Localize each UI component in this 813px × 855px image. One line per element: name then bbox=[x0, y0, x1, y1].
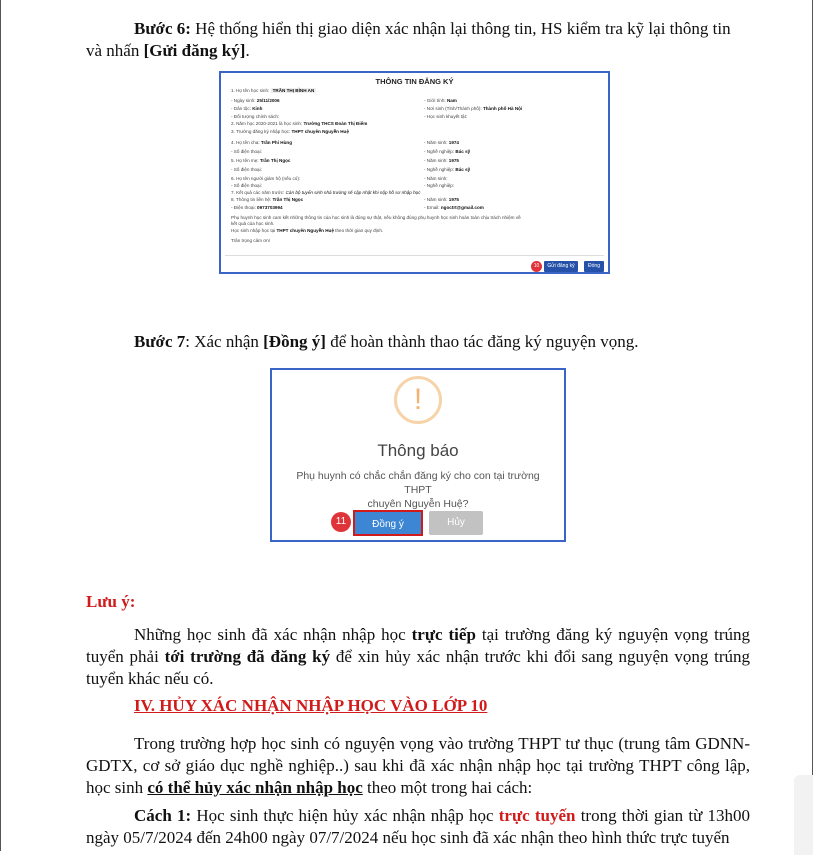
commitment-line-2: kết quả của học sinh. bbox=[231, 221, 275, 226]
row-father: 4. Họ tên cha: Trần Phi Hùng bbox=[231, 140, 293, 145]
row-guardian: 6. Họ tên người giám hộ (nếu có): bbox=[231, 176, 301, 181]
note-paragraph bbox=[86, 624, 750, 690]
step-badge-11: 11 bbox=[331, 512, 351, 532]
row-father-birthyear: - Năm sinh: 1974 bbox=[424, 140, 459, 145]
row-email: - Email: ngoctrt@gmail.com bbox=[424, 205, 484, 210]
step6-label: Bước 6: bbox=[134, 19, 191, 38]
row-results: 7. Kết quả các năm trước: Cán bộ tuyển sinh nhà trường sẽ cập nhật khi nộp hồ sơ nhập học bbox=[231, 190, 421, 195]
row-guardian-birthyear: - Năm sinh: bbox=[424, 176, 448, 181]
row-gender: - Giới tính: Nam bbox=[424, 98, 457, 103]
cancel-button[interactable]: Hủy bbox=[429, 511, 483, 535]
submit-registration-button[interactable]: Gửi đăng ký bbox=[544, 261, 578, 272]
row-student-name: 1. Họ tên học sinh: TRẦN THỊ BÌNH AN bbox=[231, 88, 315, 93]
row-guardian-phone: - Số điện thoại: bbox=[231, 183, 262, 188]
row-guardian-job: - Nghề nghiệp: bbox=[424, 183, 455, 188]
section-iv-bold: có thể hủy xác nhận nhập học bbox=[147, 778, 363, 797]
note-text-3: để xin hủy xác nhận trước khi đổi sang nguyện vọng trúng tuyển khác nếu có. bbox=[86, 647, 750, 688]
step7-paragraph bbox=[86, 331, 750, 353]
row-birthplace: - Nơi sinh (Tỉnh/Thành phố): Thành phố Hà Nội bbox=[424, 106, 523, 111]
section-iv-paragraph bbox=[86, 733, 750, 799]
floating-panel-edge[interactable] bbox=[794, 775, 813, 855]
row-contact-birthyear: - Năm sinh: 1975 bbox=[424, 197, 459, 202]
method1-text-2: trong thời gian từ 13h00 ngày 05/7/2024 đến 24h00 ngày 07/7/2024 nếu học sinh đã xác nhận theo hình thức trực tuyến bbox=[86, 806, 750, 847]
step7-rest: để hoàn thành thao tác đăng ký nguyện vọng. bbox=[325, 332, 639, 351]
note-heading: Lưu ý: bbox=[86, 592, 136, 611]
step6-end: . bbox=[245, 41, 250, 60]
method1-label: Cách 1: bbox=[134, 806, 192, 825]
dialog-message-line-2: chuyên Nguyễn Huệ? bbox=[367, 498, 469, 510]
note-text-2: tại trường đăng ký nguyện vọng trúng tuyển phải bbox=[86, 625, 750, 666]
form-divider bbox=[225, 255, 604, 256]
dialog-message bbox=[282, 469, 554, 511]
thanks-line: Trân trọng cảm ơn! bbox=[231, 238, 271, 243]
commitment-line-3: Học sinh nhập học tại THPT chuyên Nguyễn Huệ theo thời gian quy định. bbox=[231, 228, 384, 233]
row-school: 2. Năm học 2020-2021 là học sinh: Trường THCS Đoàn Thị Điểm bbox=[231, 121, 368, 126]
note-bold-2: tới trường đã đăng ký bbox=[164, 647, 331, 666]
form-title: THÔNG TIN ĐĂNG KÝ bbox=[375, 77, 454, 86]
step7-label: Bước 7 bbox=[134, 332, 186, 351]
step7-text: : Xác nhận bbox=[185, 332, 264, 351]
note-bold-1: trực tiếp bbox=[411, 625, 476, 644]
dialog-message-line-1: Phụ huynh có chắc chắn đăng ký cho con tại trường THPT bbox=[296, 470, 540, 496]
section-iv-text-2: theo một trong hai cách: bbox=[362, 778, 533, 797]
row-contact: 8. Thông tin liên hệ: Trần Thị Ngọc bbox=[231, 197, 304, 202]
row-disability: - Học sinh khuyết tật: bbox=[424, 114, 468, 119]
agree-button[interactable]: Đồng ý bbox=[353, 510, 423, 536]
row-mother: 5. Họ tên mẹ: Trần Thị Ngọc bbox=[231, 158, 291, 163]
step6-text: Hệ thống hiển thị giao diện xác nhận lại thông tin, HS kiểm tra kỹ lại thông tin và nhấn bbox=[86, 19, 731, 60]
step6-button-ref: [Gửi đăng ký] bbox=[143, 41, 246, 60]
row-registered-school: 3. Trường đăng ký nhập học: THPT chuyên Nguyễn Huệ bbox=[231, 129, 349, 134]
warning-icon: ! bbox=[394, 376, 442, 424]
step-badge-10: 10 bbox=[531, 261, 542, 272]
step6-paragraph bbox=[86, 18, 750, 62]
commitment-line-1: Phụ huynh học sinh cam kết những thông tin của học sinh là đúng sự thật, nếu không đúng phụ huynh học sinh hoàn toàn chịu trách nhiệm về bbox=[231, 215, 521, 220]
section-iv-heading: IV. HỦY XÁC NHẬN NHẬP HỌC VÀO LỚP 10 bbox=[134, 696, 488, 715]
row-policy: - Đối tượng chính sách: bbox=[231, 114, 280, 119]
row-mother-phone: - Số điện thoại: bbox=[231, 167, 262, 172]
close-button[interactable]: Đóng bbox=[584, 261, 604, 272]
step7-button-ref: [Đồng ý] bbox=[263, 332, 326, 351]
confirm-dialog-screenshot bbox=[270, 368, 566, 542]
page-left-border bbox=[0, 0, 1, 851]
row-dob: - Ngày sinh: 25/11/2006 bbox=[231, 98, 280, 103]
method1-paragraph bbox=[86, 805, 750, 849]
method1-text-1: Học sinh thực hiện hủy xác nhận nhập học bbox=[191, 806, 499, 825]
method1-red: trực tuyến bbox=[498, 806, 576, 825]
registration-info-screenshot bbox=[219, 71, 610, 274]
note-text-1: Những học sinh đã xác nhận nhập học bbox=[134, 625, 412, 644]
row-father-job: - Nghề nghiệp: Bác sỹ bbox=[424, 149, 471, 154]
row-contact-phone: - Điện thoại: 0973703994 bbox=[231, 205, 283, 210]
row-mother-birthyear: - Năm sinh: 1975 bbox=[424, 158, 459, 163]
row-father-phone: - Số điện thoại: bbox=[231, 149, 262, 154]
section-iv-text-1: Trong trường hợp học sinh có nguyện vọng vào trường THPT tư thục (trung tâm GDNN-GDTX, cơ sở giáo dục nghề nghiệp..) sau khi đã xác nhận nhập học tại trường THPT công lập, học sinh bbox=[86, 734, 750, 797]
row-mother-job: - Nghề nghiệp: Bác sỹ bbox=[424, 167, 471, 172]
row-ethnicity: - Dân tộc: Kinh bbox=[231, 106, 263, 111]
dialog-title: Thông báo bbox=[377, 441, 459, 460]
